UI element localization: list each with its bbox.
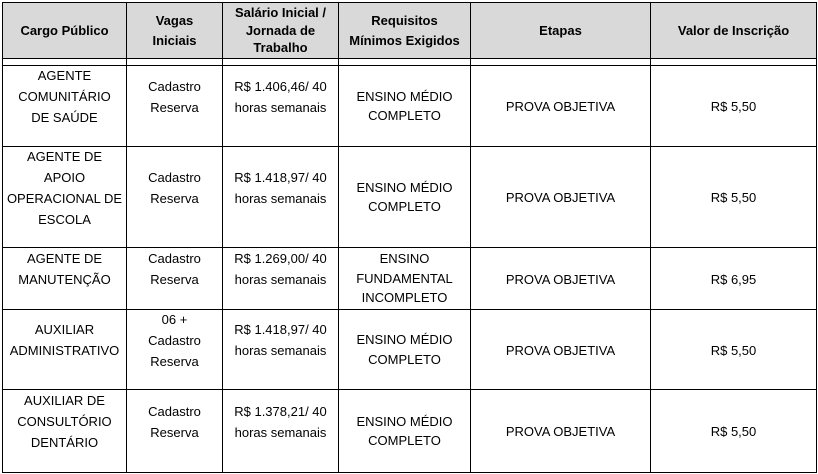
cell-cargo-publico [3,147,127,248]
cargo-name-line: AUXILIAR [34,322,95,337]
cell-etapas [471,310,651,390]
cargo-name-line: CONSULTÓRIO [17,414,112,429]
cargo-name-line: AGENTE DE [26,251,103,266]
separator-cell [339,59,471,66]
cell-salario-jornada [223,147,339,248]
cell-salario-jornada [223,248,339,310]
vacancies-line: Cadastro [148,251,201,266]
cargo-name-line: AUXILIAR DE [24,393,105,408]
vacancies-line: Reserva [150,190,199,206]
stage-text: PROVA OBJETIVA [505,342,616,358]
cell-etapas [471,390,651,473]
cargo-name-line: DENTÁRIO [30,435,99,450]
cargo-name-line: DE SAÚDE [31,110,98,125]
separator-cell [127,59,223,66]
stage-text: PROVA OBJETIVA [505,190,616,205]
cargo-name-line: AGENTE [37,68,92,83]
cell-valor-inscricao [651,66,817,147]
header-valor-inscricao [651,3,817,59]
salary-line: horas semanais [234,343,327,358]
cell-cargo-publico [3,310,127,390]
cell-requisitos [339,310,471,390]
registration-fee-value: R$ 5,50 [710,424,757,439]
requirements-line: FUNDAMENTAL [356,270,453,286]
salary-line: horas semanais [234,424,327,440]
separator-cell [651,59,817,66]
cell-cargo-publico [3,66,127,147]
cell-requisitos [339,390,471,473]
header-label-line: Salário Inicial / [234,5,327,21]
requirements-line: ENSINO MÉDIO [356,332,453,347]
header-label-line: Jornada de [245,22,316,38]
requirements-line: ENSINO [379,251,430,267]
salary-line: horas semanais [234,99,327,115]
cell-requisitos [339,248,471,310]
cell-salario-jornada [223,66,339,147]
cargo-name-line: MANUTENÇÃO [18,272,111,287]
header-vagas-iniciais [127,3,223,59]
requirements-line: COMPLETO [368,351,441,367]
cell-salario-jornada [223,390,339,473]
cell-salario-jornada [223,310,339,390]
requirements-line: INCOMPLETO [361,290,448,306]
separator-cell [223,59,339,66]
cell-valor-inscricao [651,390,817,473]
registration-fee-value: R$ 5,50 [710,99,757,114]
requirements-line: COMPLETO [368,108,441,123]
cell-cargo-publico [3,248,127,310]
cell-vagas-iniciais [127,66,223,147]
cargo-name-line: APOIO [43,169,86,185]
cell-requisitos [339,147,471,248]
header-cargo-publico [3,3,127,59]
salary-line: R$ 1.378,21/ 40 [234,403,327,419]
registration-fee-value: R$ 5,50 [710,342,757,358]
requirements-line: COMPLETO [368,433,441,448]
separator-cell [471,59,651,66]
salary-line: R$ 1.418,97/ 40 [234,169,327,185]
header-requisitos [339,3,471,59]
vacancies-line: Cadastro [148,332,201,348]
requirements-line: ENSINO MÉDIO [356,88,453,104]
header-label-line: Iniciais [152,32,197,48]
cell-vagas-iniciais [127,310,223,390]
vacancies-line: 06 + [161,311,188,327]
vacancies-line: Reserva [150,99,199,115]
cargo-name-line: ESCOLA [38,211,91,227]
job-positions-table [2,2,817,473]
cell-vagas-iniciais [127,147,223,248]
header-etapas [471,3,651,59]
header-label-line: Etapas [539,22,582,38]
salary-line: R$ 1.269,00/ 40 [234,251,327,266]
stage-text: PROVA OBJETIVA [505,99,616,114]
registration-fee-value: R$ 6,95 [710,271,757,287]
cell-valor-inscricao [651,248,817,310]
vacancies-line: Reserva [150,424,199,440]
cargo-name-line: ADMINISTRATIVO [9,343,120,358]
stage-text: PROVA OBJETIVA [505,424,616,439]
cargo-name-line: AGENTE DE [26,148,103,164]
cell-valor-inscricao [651,147,817,248]
cell-valor-inscricao [651,310,817,390]
header-label-line: Cargo Público [20,22,109,38]
header-label-line: Mínimos Exigidos [349,32,460,48]
cell-vagas-iniciais [127,248,223,310]
salary-line: R$ 1.418,97/ 40 [234,322,327,337]
salary-line: horas semanais [234,190,327,206]
vacancies-line: Reserva [150,353,199,369]
vacancies-line: Cadastro [148,403,201,419]
cargo-name-line: COMUNITÁRIO [18,89,111,104]
cell-vagas-iniciais [127,390,223,473]
salary-line: horas semanais [234,272,327,287]
header-label-line: Valor de Inscrição [677,22,790,38]
cell-etapas [471,147,651,248]
header-label-line: Vagas [155,12,194,28]
cell-requisitos [339,66,471,147]
vacancies-line: Cadastro [148,78,201,94]
cell-etapas [471,248,651,310]
vacancies-line: Reserva [150,272,199,287]
vacancies-line: Cadastro [148,169,201,185]
salary-line: R$ 1.406,46/ 40 [234,78,327,94]
header-label-line: Trabalho [253,40,308,56]
header-salario-jornada [223,3,339,59]
registration-fee-value: R$ 5,50 [710,190,757,205]
header-label-line: Requisitos [371,12,438,28]
cell-cargo-publico [3,390,127,473]
requirements-line: ENSINO MÉDIO [356,413,453,429]
requirements-line: COMPLETO [368,199,441,214]
requirements-line: ENSINO MÉDIO [356,179,453,195]
stage-text: PROVA OBJETIVA [505,271,616,287]
cargo-name-line: OPERACIONAL DE [6,190,123,206]
cell-etapas [471,66,651,147]
